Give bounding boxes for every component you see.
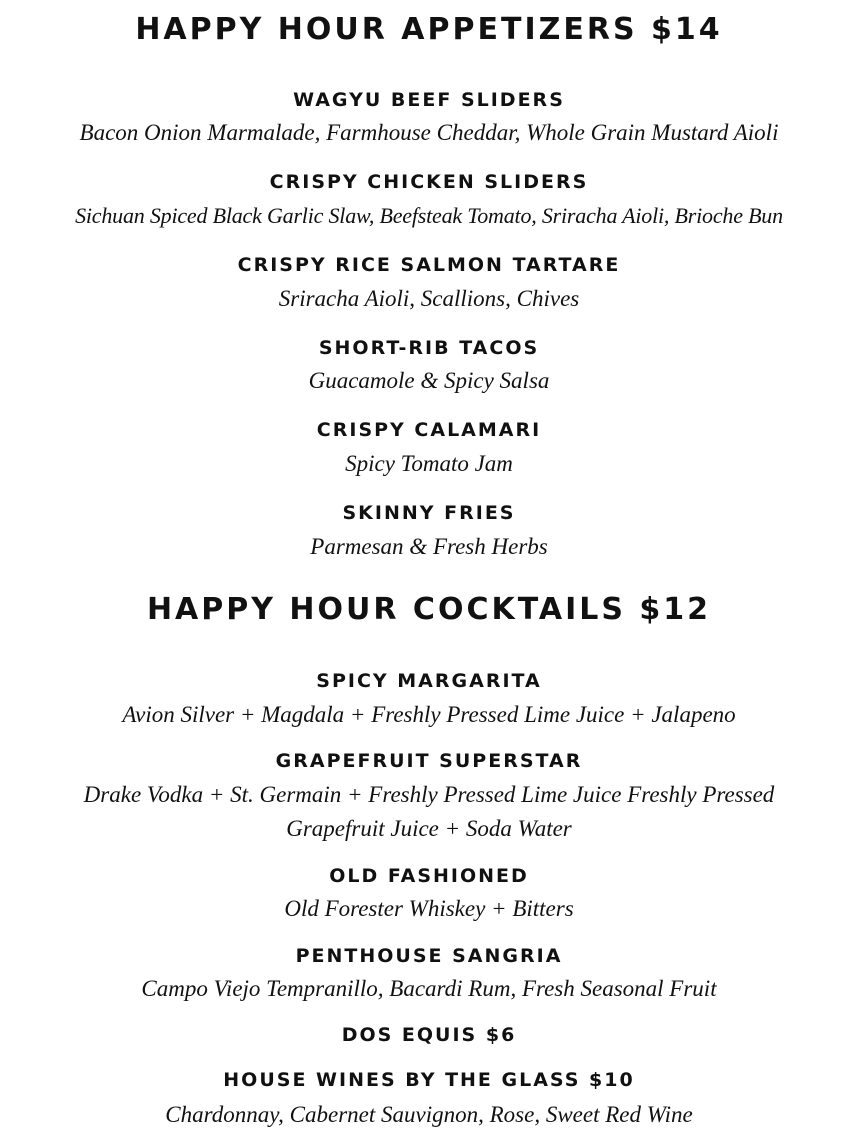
- menu-item-grapefruit-superstar: GRAPEFRUIT SUPERSTAR: [275, 750, 583, 772]
- menu-item-description: Chardonnay, Cabernet Sauvignon, Rose, Sweet Red Wine: [165, 1102, 693, 1127]
- menu-item-house-wines: HOUSE WINES BY THE GLASS $10: [223, 1069, 635, 1091]
- menu-item-old-fashioned: OLD FASHIONED: [329, 865, 529, 887]
- menu-item-short-rib-tacos: SHORT-RIB TACOS: [318, 337, 540, 359]
- menu-item-description: Guacamole & Spicy Salsa: [308, 368, 550, 393]
- menu-item-description: Campo Viejo Tempranillo, Bacardi Rum, Fresh Seasonal Fruit: [141, 976, 717, 1001]
- menu-item-description: Sriracha Aioli, Scallions, Chives: [278, 286, 580, 311]
- menu-item-description: Sichuan Spiced Black Garlic Slaw, Beefsteak Tomato, Sriracha Aioli, Brioche Bun: [75, 203, 783, 228]
- menu-item-description: Bacon Onion Marmalade, Farmhouse Cheddar, Whole Grain Mustard Aioli: [79, 120, 779, 145]
- cocktails-heading: HAPPY HOUR COCKTAILS $12: [146, 592, 712, 627]
- appetizers-heading: HAPPY HOUR APPETIZERS $14: [135, 12, 723, 47]
- menu-item-skinny-fries: SKINNY FRIES: [342, 502, 516, 524]
- menu-item-spicy-margarita: SPICY MARGARITA: [316, 670, 542, 692]
- menu-item-description: Drake Vodka + St. Germain + Freshly Pressed Lime Juice Freshly Pressed: [83, 782, 775, 807]
- menu-item-description: Spicy Tomato Jam: [345, 451, 513, 476]
- menu-item-penthouse-sangria: PENTHOUSE SANGRIA: [295, 945, 563, 967]
- menu-item-description: Avion Silver + Magdala + Freshly Pressed Lime Juice + Jalapeno: [122, 702, 736, 727]
- menu-item-description: Grapefruit Juice + Soda Water: [286, 816, 572, 841]
- menu-item-wagyu-beef-sliders: WAGYU BEEF SLIDERS: [293, 89, 565, 111]
- menu-item-description: Old Forester Whiskey + Bitters: [284, 896, 574, 921]
- menu-item-dos-equis: DOS EQUIS $6: [341, 1024, 517, 1046]
- menu-item-crispy-rice-salmon-tartare: CRISPY RICE SALMON TARTARE: [237, 254, 621, 276]
- menu-item-description: Parmesan & Fresh Herbs: [310, 534, 548, 559]
- menu-item-crispy-calamari: CRISPY CALAMARI: [316, 419, 542, 441]
- menu-item-crispy-chicken-sliders: CRISPY CHICKEN SLIDERS: [269, 171, 589, 193]
